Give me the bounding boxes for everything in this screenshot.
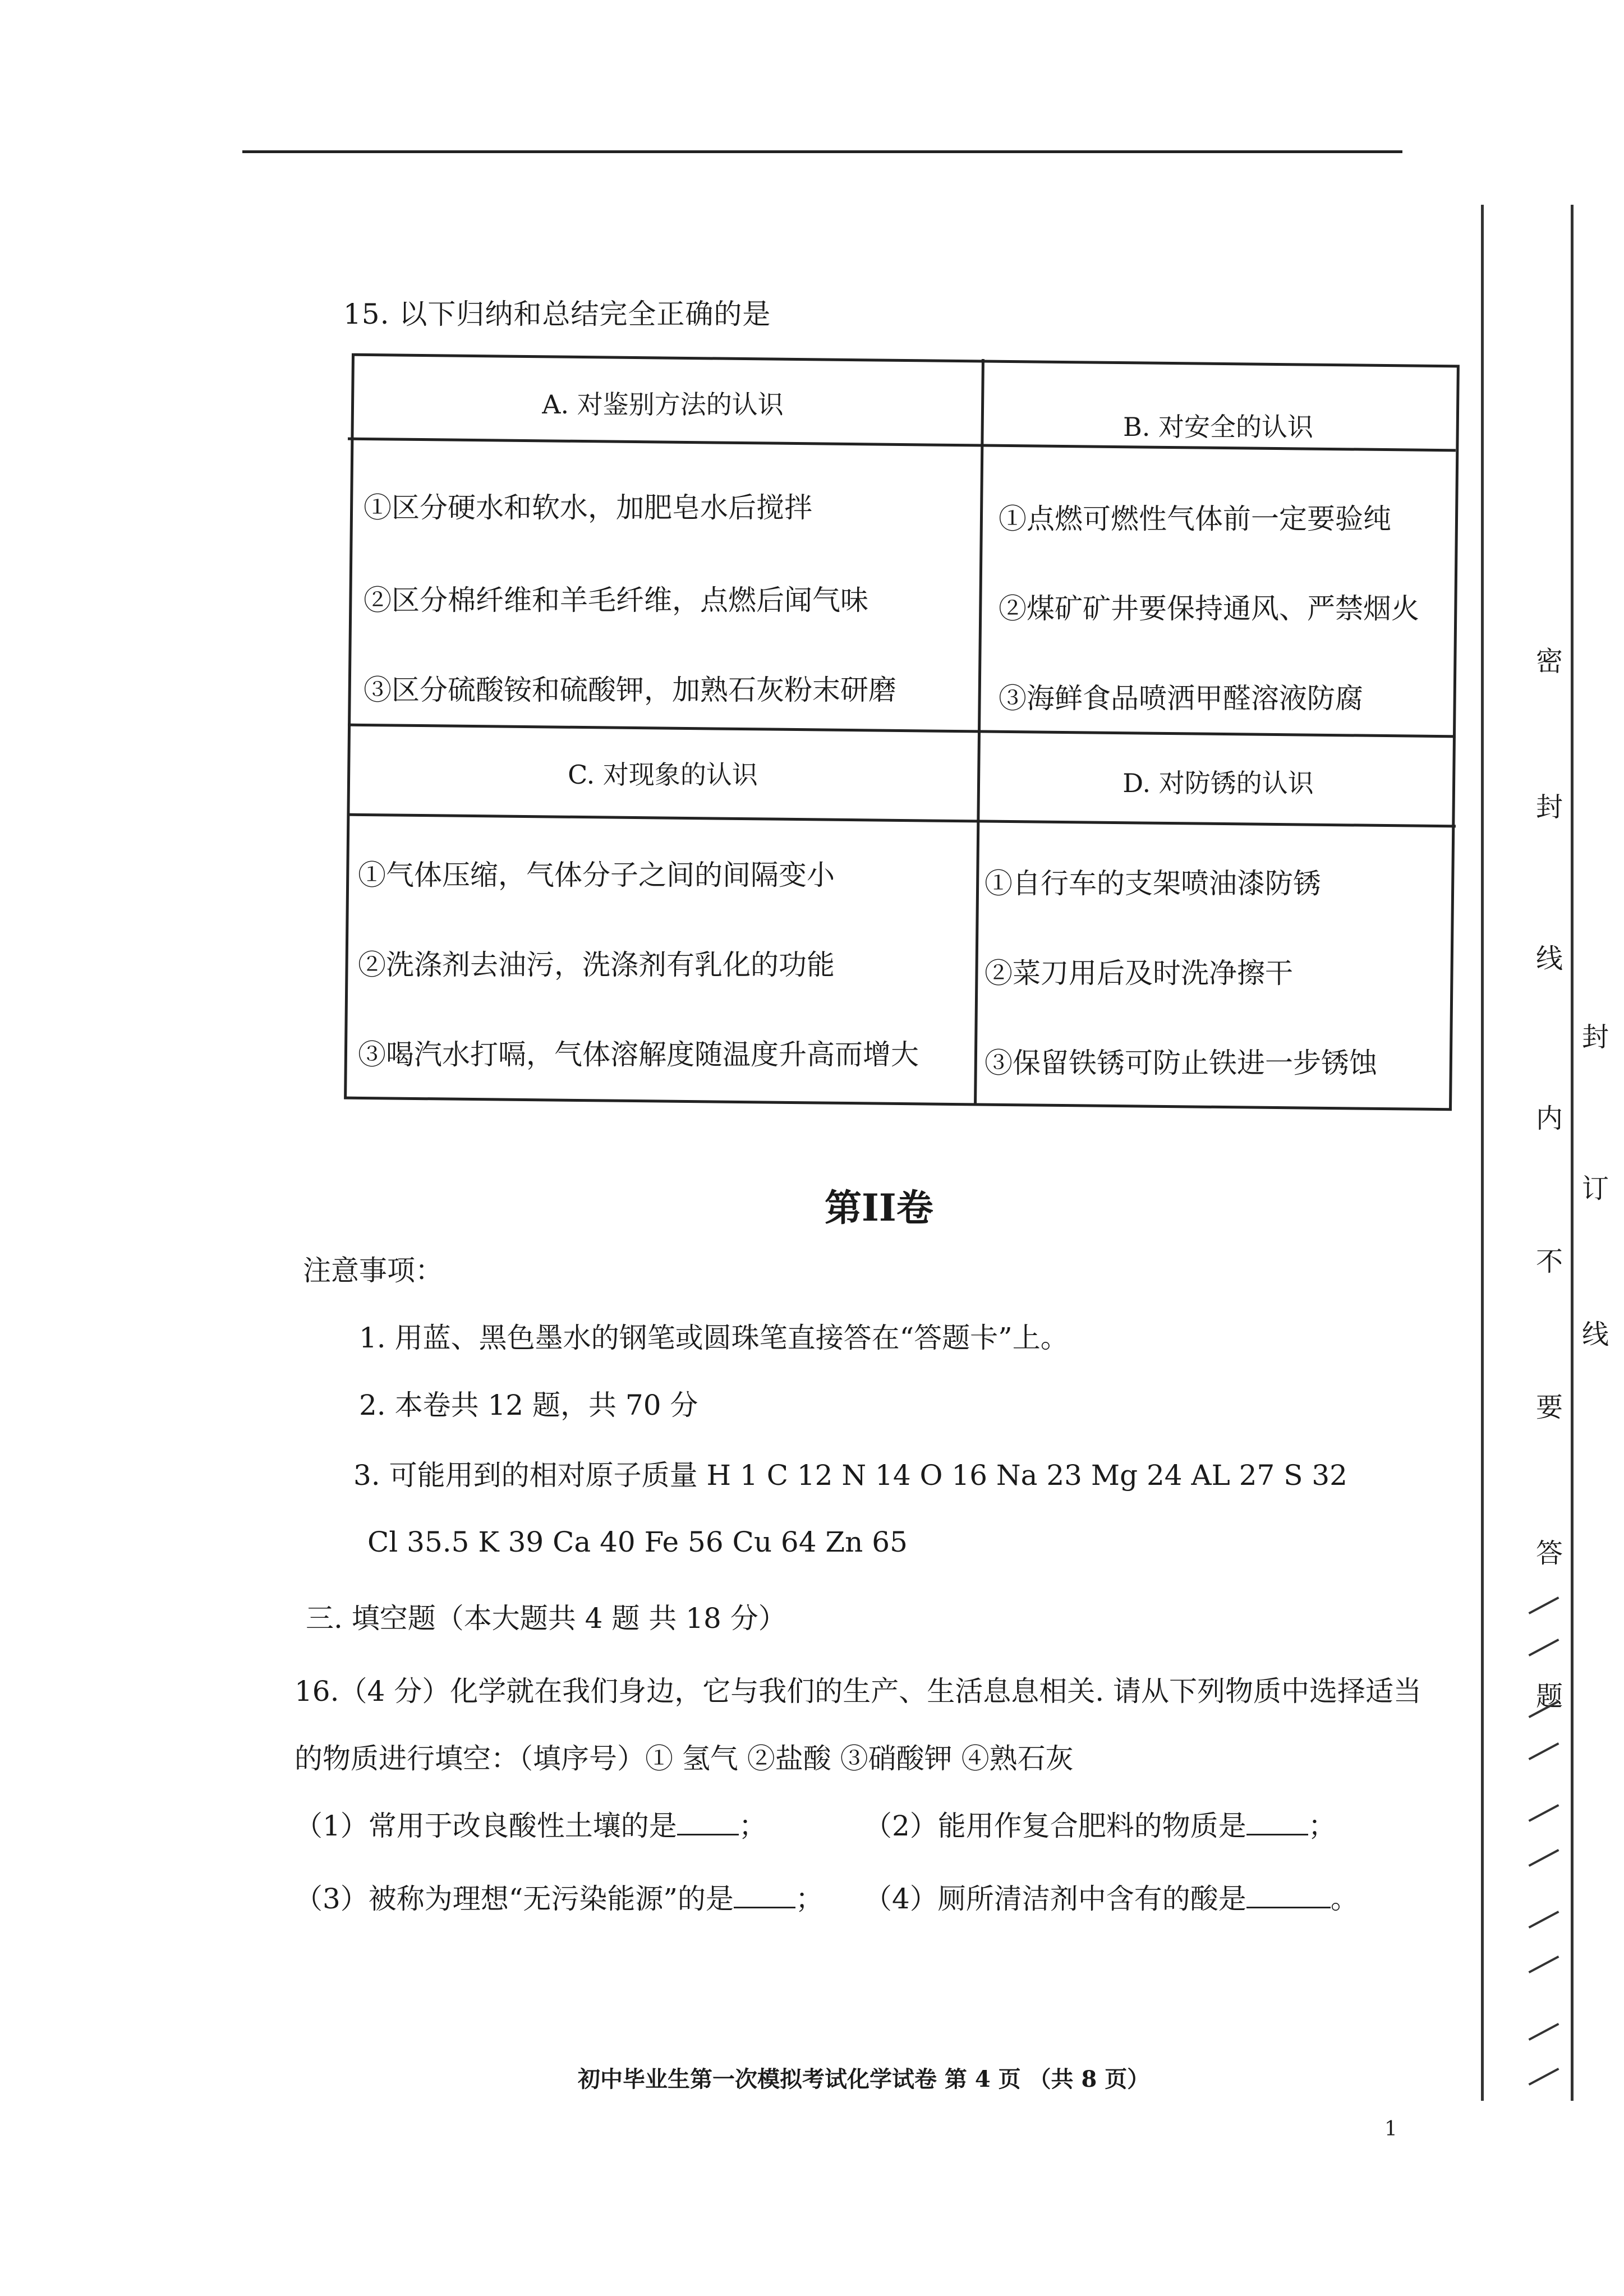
question-16-sub-3: [295, 1876, 823, 1917]
note-2: 2. 本卷共 12 题，共 70 分: [359, 1389, 698, 1421]
sub-1-text: （1）常用于改良酸性土壤的是: [295, 1810, 677, 1842]
note-3: 3. 可能用到的相对原子质量 H 1 C 12 N 14 O 16 Na 23 Mg 24 AL 27 S 32: [353, 1459, 1347, 1492]
cell-b-item-1: ①点燃可燃性气体前一定要验纯: [999, 503, 1391, 535]
question-15-title: 15. 以下归纳和总结完全正确的是: [343, 298, 771, 330]
sub-2-text: （2）能用作复合肥料的物质是: [864, 1810, 1246, 1842]
margin-char: 封: [1536, 792, 1563, 823]
margin-char: 内: [1536, 1103, 1563, 1134]
cell-c-item-3: ③喝汽水打嗝，气体溶解度随温度升高而增大: [358, 1038, 919, 1071]
question-16-sub-4: [864, 1876, 1359, 1917]
cell-c-item-2: ②洗涤剂去油污，洗涤剂有乳化的功能: [358, 949, 835, 981]
binding-line-inner: [1481, 205, 1484, 2101]
cell-d-item-1: ①自行车的支架喷油漆防锈: [984, 867, 1321, 900]
cell-a-head: A. 对鉴别方法的认识: [542, 389, 784, 420]
cell-d-item-2: ②菜刀用后及时洗净擦干: [984, 957, 1293, 990]
margin-char: 订: [1582, 1173, 1609, 1204]
note-1: 1. 用蓝、黑色墨水的钢笔或圆珠笔直接答在“答题卡”上。: [359, 1322, 1069, 1354]
cell-a-item-2: ②区分棉纤维和羊毛纤维，点燃后闻气味: [364, 584, 868, 616]
part-3-title: 三. 填空题（本大题共 4 题 共 18 分）: [306, 1602, 786, 1635]
margin-char: 密: [1536, 646, 1563, 677]
page-footer: 初中毕业生第一次模拟考试化学试卷 第 4 页 （共 8 页）: [578, 2066, 1150, 2092]
cell-a-item-3: ③区分硫酸铵和硫酸钾，加熟石灰粉末研磨: [364, 674, 896, 706]
question-16-sub-2: [864, 1803, 1336, 1844]
margin-mark: [1529, 1849, 1559, 1867]
margin-char: 封: [1582, 1022, 1609, 1053]
cell-b-item-2: ②煤矿矿井要保持通风、严禁烟火: [999, 592, 1419, 625]
margin-char: 答: [1536, 1538, 1563, 1569]
question-16-line-2: 的物质进行填空：（填序号）① 氢气 ②盐酸 ③硝酸钾 ④熟石灰: [295, 1742, 1074, 1775]
question-16-line-1: 16.（4 分）化学就在我们身边，它与我们的生产、生活息息相关. 请从下列物质中选择适当: [295, 1675, 1422, 1708]
margin-mark: [1529, 1639, 1559, 1657]
cell-d-item-3: ③保留铁锈可防止铁进一步锈蚀: [984, 1047, 1377, 1079]
margin-char: 线: [1582, 1319, 1609, 1350]
question-16-sub-1: [295, 1803, 767, 1844]
margin-char: 要: [1536, 1392, 1563, 1423]
top-rule: [242, 150, 1402, 153]
margin-mark: [1529, 1804, 1559, 1822]
note-4: Cl 35.5 K 39 Ca 40 Fe 56 Cu 64 Zn 65: [367, 1526, 908, 1558]
cell-a-item-1: ①区分硬水和软水，加肥皂水后搅拌: [364, 491, 812, 524]
sub-3-end: ；: [795, 1883, 823, 1915]
cell-c-head: C. 对现象的认识: [568, 760, 758, 790]
cell-c-item-1: ①气体压缩，气体分子之间的间隔变小: [358, 859, 835, 891]
margin-char: 不: [1536, 1246, 1563, 1277]
sub-3-text: （3）被称为理想“无污染能源”的是: [295, 1883, 734, 1915]
section-2-title: 第II卷: [825, 1186, 933, 1230]
answer-blank-2[interactable]: [1246, 1811, 1308, 1835]
answer-blank-3[interactable]: [734, 1884, 795, 1908]
question-15-table: [348, 359, 1456, 1105]
cell-b-head: B. 对安全的认识: [1122, 412, 1314, 442]
cell-b-item-3: ③海鲜食品喷洒甲醛溶液防腐: [999, 682, 1363, 715]
sub-2-end: ；: [1308, 1810, 1336, 1842]
margin-mark: [1529, 2023, 1559, 2041]
notice-label: 注意事项：: [303, 1254, 443, 1287]
binding-line-outer: [1571, 205, 1574, 2101]
margin-mark: [1529, 2068, 1559, 2086]
margin-mark: [1529, 1955, 1559, 1973]
margin-mark: [1529, 1911, 1559, 1929]
page-number: 1: [1384, 2118, 1397, 2141]
margin-char: 线: [1536, 943, 1563, 974]
margin-mark: [1529, 1742, 1559, 1760]
cell-d-head: D. 对防锈的认识: [1122, 768, 1314, 798]
margin-char: 题: [1536, 1681, 1563, 1712]
margin-mark: [1529, 1596, 1559, 1614]
sub-1-end: ；: [738, 1810, 767, 1842]
sub-4-text: （4）厕所清洁剂中含有的酸是: [864, 1883, 1246, 1915]
answer-blank-1[interactable]: [677, 1811, 739, 1835]
answer-blank-4[interactable]: [1246, 1884, 1331, 1908]
sub-4-end: 。: [1330, 1883, 1359, 1915]
